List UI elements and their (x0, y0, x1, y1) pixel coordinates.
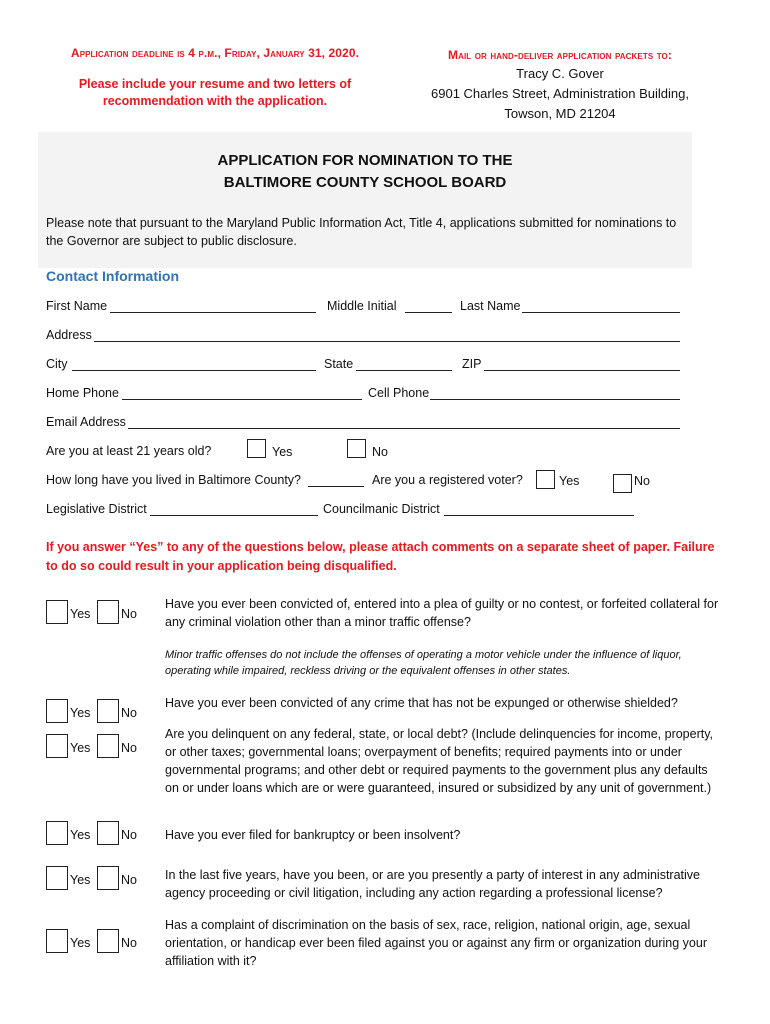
address-row (46, 326, 686, 344)
district-row (46, 500, 686, 518)
q6-yes-checkbox[interactable] (46, 929, 68, 953)
mail-street: 6901 Charles Street, Administration Building, (431, 86, 689, 101)
state-label: State (324, 357, 354, 371)
legislative-district-label: Legislative District (46, 502, 147, 516)
age-no-label: No (372, 445, 388, 459)
voter-no-checkbox[interactable] (613, 474, 632, 493)
contact-heading: Contact Information (46, 268, 179, 284)
q3-no-label: No (121, 741, 137, 755)
voter-yes-checkbox[interactable] (536, 470, 555, 489)
phone-row (46, 384, 686, 402)
q4-no-checkbox[interactable] (97, 821, 119, 845)
last-name-field[interactable] (522, 312, 680, 313)
middle-initial-label: Middle Initial (327, 299, 397, 313)
city-label: City (46, 357, 68, 371)
mailing-address (410, 46, 710, 124)
age-no-checkbox[interactable] (347, 439, 366, 458)
q2-yes-checkbox[interactable] (46, 699, 68, 723)
q4-no-label: No (121, 828, 137, 842)
q3-yes-label: Yes (70, 741, 91, 755)
q5-no-checkbox[interactable] (97, 866, 119, 890)
cell-phone-field[interactable] (430, 399, 680, 400)
age-question: Are you at least 21 years old? (46, 444, 212, 458)
q4-yes-checkbox[interactable] (46, 821, 68, 845)
q4-yes-label: Yes (70, 828, 91, 842)
middle-initial-field[interactable] (405, 312, 452, 313)
mail-city: Towson, MD 21204 (504, 106, 616, 121)
form-title-line1: APPLICATION FOR NOMINATION TO THE (217, 152, 513, 169)
legislative-district-field[interactable] (150, 515, 318, 516)
home-phone-label: Home Phone (46, 386, 119, 400)
cell-phone-label: Cell Phone (368, 386, 430, 400)
state-field[interactable] (356, 370, 452, 371)
age-row (46, 442, 686, 460)
mail-to-heading: Mail or hand-deliver application packets to: (448, 48, 672, 62)
header-left (40, 46, 390, 110)
first-name-label: First Name (46, 299, 108, 313)
email-label: Email Address (46, 415, 126, 429)
councilmanic-district-field[interactable] (444, 515, 634, 516)
voter-no-label: No (634, 474, 650, 488)
disqualification-warning: If you answer “Yes” to any of the questions below, please attach comments on a separate sheet of paper. Failure to do so could result in your application being disqualified. (46, 540, 715, 573)
q3-yes-checkbox[interactable] (46, 734, 68, 758)
q2-yes-label: Yes (70, 706, 91, 720)
residence-question: How long have you lived in Baltimore County? (46, 473, 301, 487)
first-name-field[interactable] (110, 312, 316, 313)
email-row (46, 413, 686, 431)
q1-note: Minor traffic offenses do not include the offenses of operating a motor vehicle under the influence of liquor, operating while impaired, reckless driving or the equivalent offenses in other states. (165, 649, 682, 677)
form-title-line2: BALTIMORE COUNTY SCHOOL BOARD (223, 174, 507, 191)
q3-no-checkbox[interactable] (97, 734, 119, 758)
zip-label: ZIP (462, 357, 482, 371)
address-field[interactable] (94, 341, 680, 342)
deadline-text: Application deadline is 4 p.m., Friday, January 31, 2020. (70, 46, 360, 60)
address-label: Address (46, 328, 92, 342)
q5-text: In the last five years, have you been, or are you presently a party of interest in any administrative agency proceeding or civil litigation, including any action regarding a professional license? (165, 868, 701, 900)
email-field[interactable] (128, 428, 680, 429)
q2-no-label: No (121, 706, 137, 720)
q1-no-label: No (121, 607, 137, 621)
q1-yes-label: Yes (70, 607, 91, 621)
q5-yes-checkbox[interactable] (46, 866, 68, 890)
q6-text: Has a complaint of discrimination on the basis of sex, race, religion, national origin, age, sexual orientation, or handicap ever been filed against you or against any firm or organization during your affiliation with it? (165, 918, 707, 968)
city-field[interactable] (72, 370, 316, 371)
voter-question: Are you a registered voter? (372, 473, 523, 487)
q2-text: Have you ever been convicted of any crime that has not be expunged or otherwise shielded? (165, 696, 678, 710)
councilmanic-district-label: Councilmanic District (323, 502, 440, 516)
residence-field[interactable] (308, 486, 364, 487)
q6-no-checkbox[interactable] (97, 929, 119, 953)
home-phone-field[interactable] (122, 399, 362, 400)
zip-field[interactable] (484, 370, 680, 371)
form-title (38, 150, 692, 194)
q1-yes-checkbox[interactable] (46, 600, 68, 624)
q6-yes-label: Yes (70, 936, 91, 950)
name-row (46, 297, 686, 315)
age-yes-checkbox[interactable] (247, 439, 266, 458)
residence-row (46, 471, 686, 489)
q6-no-label: No (121, 936, 137, 950)
disclosure-note: Please note that pursuant to the Maryland Public Information Act, Title 4, applications submitted for nominations to the Governor are subject to public disclosure. (46, 216, 677, 248)
q5-no-label: No (121, 873, 137, 887)
q1-text: Have you ever been convicted of, entered into a plea of guilty or no contest, or forfeited collateral for any criminal violation other than a minor traffic offense? (165, 597, 719, 629)
city-row (46, 355, 686, 373)
q3-text: Are you delinquent on any federal, state, or local debt? (Include delinquencies for income, property, or other taxes; governmental loans; overpayment of benefits; required payments into or under governmental programs; and other debt or required payments to the government plus any defaults on or under loans which are or were guaranteed, insured or subsidized by any unit of government.) (165, 727, 714, 795)
q1-no-checkbox[interactable] (97, 600, 119, 624)
voter-yes-label: Yes (559, 474, 580, 488)
q5-yes-label: Yes (70, 873, 91, 887)
last-name-label: Last Name (460, 299, 521, 313)
age-yes-label: Yes (272, 445, 293, 459)
q4-text: Have you ever filed for bankruptcy or been insolvent? (165, 828, 461, 842)
q2-no-checkbox[interactable] (97, 699, 119, 723)
mail-name: Tracy C. Gover (516, 66, 604, 81)
include-note: Please include your resume and two letters of recommendation with the application. (78, 77, 352, 108)
